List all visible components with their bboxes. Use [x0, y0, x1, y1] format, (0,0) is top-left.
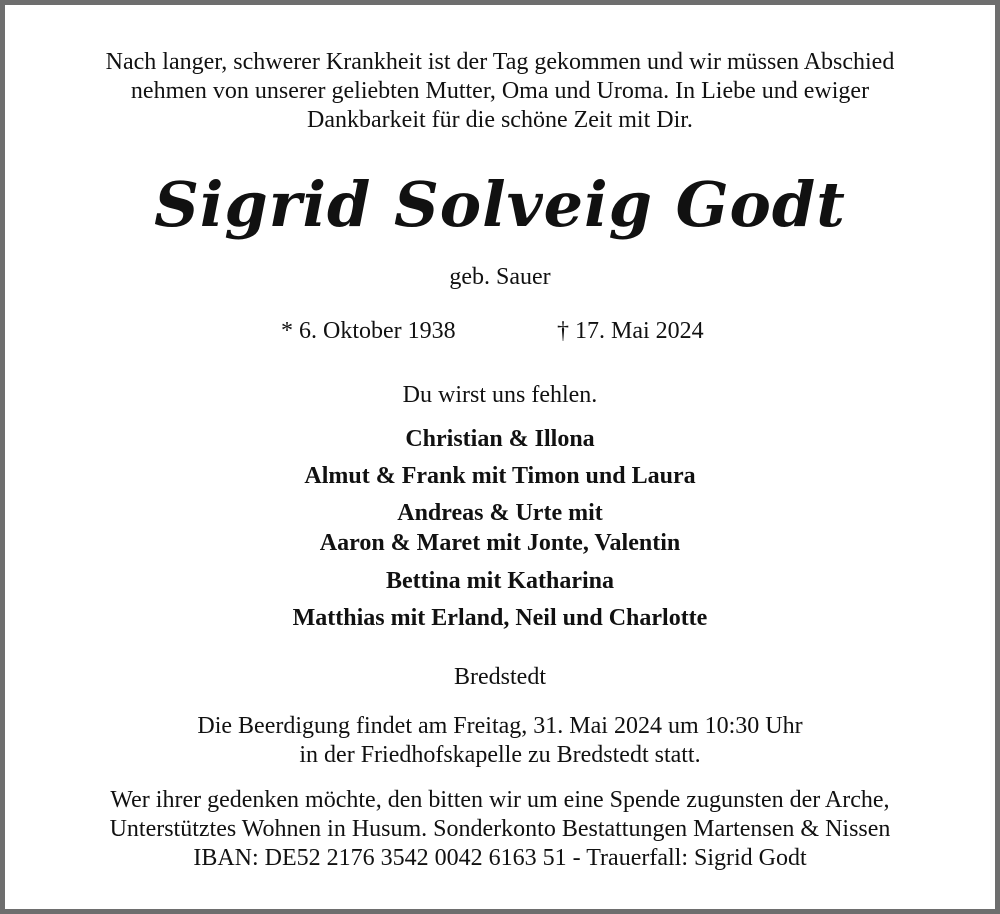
donation-info [5, 786, 995, 873]
maiden-name: geb. Sauer [449, 264, 551, 290]
family-member-line: Almut & Frank mit Timon und Laura [304, 463, 696, 489]
funeral-line: in der Friedhofskapelle zu Bredstedt statt. [299, 742, 701, 768]
death-date: † 17. Mai 2024 [557, 318, 704, 344]
donation-line: IBAN: DE52 2176 3542 0042 6163 51 - Trauerfall: Sigrid Godt [193, 845, 807, 871]
intro-line: Dankbarkeit für die schöne Zeit mit Dir. [307, 107, 693, 133]
donation-line: Wer ihrer gedenken möchte, den bitten wir um eine Spende zugunsten der Arche, [110, 787, 890, 813]
deceased-name: Sigrid Solveig Godt [154, 168, 846, 241]
intro-line: Nach langer, schwerer Krankheit ist der Tag gekommen und wir müssen Abschied [105, 49, 895, 75]
birth-date: * 6. Oktober 1938 [281, 318, 456, 344]
funeral-line: Die Beerdigung findet am Freitag, 31. Mai 2024 um 10:30 Uhr [197, 713, 803, 739]
intro-line: nehmen von unserer geliebten Mutter, Oma und Uroma. In Liebe und ewiger [130, 78, 870, 104]
family-member-line: Christian & Illona [405, 426, 595, 452]
family-member-line: Aaron & Maret mit Jonte, Valentin [319, 530, 681, 556]
family-member-line: Bettina mit Katharina [386, 568, 614, 594]
funeral-info [5, 712, 995, 770]
farewell-text: Du wirst uns fehlen. [402, 382, 598, 408]
family-member-line: Andreas & Urte mit [397, 500, 603, 526]
family-member-line: Matthias mit Erland, Neil und Charlotte [292, 605, 708, 631]
place-name: Bredstedt [454, 664, 546, 690]
intro-text [5, 48, 995, 135]
donation-line: Unterstütztes Wohnen in Husum. Sonderkonto Bestattungen Martensen & Nissen [109, 816, 891, 842]
